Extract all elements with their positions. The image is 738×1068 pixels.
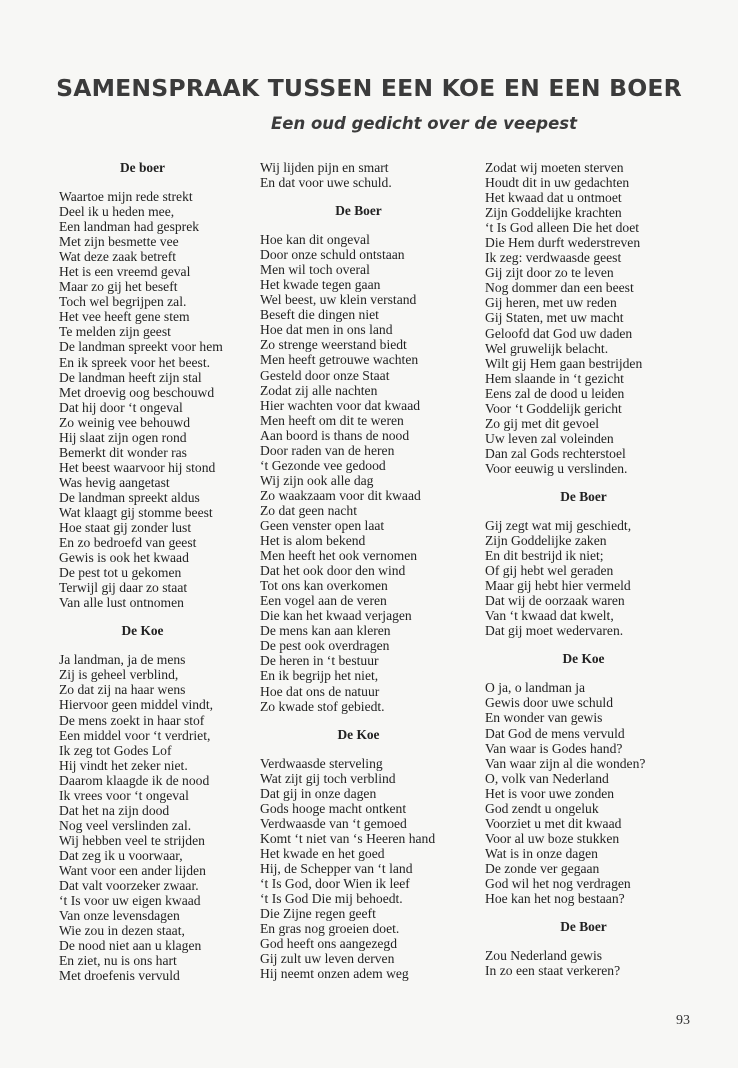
poem-line: Hoe kan het nog bestaan? (485, 891, 625, 907)
poem-line: De mens zoekt in haar stof (59, 712, 205, 728)
poem-line: Voor eeuwig u verslinden. (485, 460, 628, 476)
poem-line: Gij zult uw leven derven (260, 951, 395, 967)
poem-line: Wij zijn ook alle dag (260, 472, 374, 488)
poem-line: De heren in ‘t bestuur (260, 653, 379, 669)
poem-line: ‘t Is God alleen Die het doet (485, 220, 640, 236)
poem-line: Zo waakzaam voor dit kwaad (260, 487, 421, 503)
poem-line: Zo strenge weerstand biedt (260, 337, 407, 353)
stanza (260, 160, 475, 190)
poem-line: Was hevig aangetast (59, 474, 170, 490)
poem-line: Zo kwade stof gebiedt. (260, 698, 385, 714)
poem-line: Wat klaagt gij stomme beest (59, 504, 213, 520)
poem-line: Wel beest, uw klein verstand (260, 292, 417, 308)
poem-line: De landman spreekt voor hem (59, 339, 223, 355)
poem-line: Gij Staten, met uw macht (485, 310, 624, 326)
poem-line: Nog veel verslinden zal. (59, 817, 192, 833)
poem-line: Houdt dit in uw gedachten (485, 175, 630, 191)
stanza (260, 232, 475, 714)
poem-line: Een landman had gesprek (59, 219, 200, 235)
stanza (485, 680, 700, 906)
poem-line: Voor al uw boze stukken (485, 830, 620, 846)
poem-line: Het kwade tegen gaan (260, 277, 381, 293)
poem-line: Dat hij door ‘t ongeval (59, 399, 183, 415)
poem-line: Gij zegt wat mij geschiedt, (485, 517, 632, 533)
poem-line: Het beest waarvoor hij stond (59, 459, 216, 475)
poem-line: Wij hebben veel te strijden (59, 832, 205, 848)
poem-line: De mens kan aan kleren (260, 623, 391, 639)
poem-line: O, volk van Nederland (485, 770, 609, 786)
poem-line: Deel ik u heden mee, (59, 204, 175, 220)
poem-line: Gods hooge macht ontkent (260, 800, 407, 816)
stanza (260, 756, 475, 982)
speaker-heading: De Koe (121, 623, 164, 639)
poem-line: En dat voor uwe schuld. (260, 175, 392, 191)
poem-line: Toch wel begrijpen zal. (59, 294, 187, 310)
poem-line: Terwijl gij daar zo staat (59, 580, 188, 596)
poem-line: En dit bestrijd ik niet; (485, 548, 604, 564)
poem-line: Hem slaande in ‘t gezicht (485, 370, 624, 386)
speaker-heading: De Boer (560, 488, 607, 504)
poem-line: Men heeft getrouwe wachten (260, 352, 419, 368)
poem-line: ‘t Is voor uw eigen kwaad (59, 893, 201, 909)
poem-line: Verdwaasde sterveling (260, 755, 383, 771)
poem-line: Waartoe mijn rede strekt (59, 189, 193, 204)
poem-line: Eens zal de dood u leiden (485, 385, 625, 401)
poem-line: Nog dommer dan een beest (485, 280, 634, 296)
poem-line: Tot ons kan overkomen (260, 578, 388, 594)
stanza (485, 160, 700, 476)
poem-line: Maar gij hebt hier vermeld (485, 578, 631, 594)
poem-line: Door raden van de heren (260, 442, 395, 458)
poem-line: Aan boord is thans de nood (260, 427, 410, 443)
poem-line: Hoe dat men in ons land (260, 322, 393, 338)
stanza (485, 948, 700, 978)
speaker-heading: De Boer (560, 919, 607, 935)
poem-line: Gij zijt door zo te leven (485, 265, 614, 281)
poem-line: En gras nog groeien doet. (260, 921, 400, 937)
poem-line: Met zijn besmette vee (59, 234, 179, 250)
poem-line: Te melden zijn geest (59, 324, 171, 340)
poem-line: Een middel voor ‘t verdriet, (59, 727, 211, 743)
poem-line: Gij heren, met uw reden (485, 295, 617, 311)
poem-line: Het is voor uwe zonden (485, 785, 615, 801)
text-column-2 (260, 160, 475, 981)
poem-line: Uw leven zal voleinden (485, 430, 614, 446)
poem-line: Dat gij in onze dagen (260, 785, 377, 801)
poem-line: Wat zijt gij toch verblind (260, 770, 396, 786)
poem-line: Hiervoor geen middel vindt, (59, 697, 214, 713)
poem-line: Hier wachten voor dat kwaad (260, 397, 421, 413)
poem-line: ‘t Is God, door Wien ik leef (260, 875, 410, 891)
poem-line: ‘t Gezonde vee gedood (260, 457, 386, 473)
poem-line: Zo weinig vee behouwd (59, 414, 190, 430)
poem-line: Voorziet u met dit kwaad (485, 815, 622, 831)
poem-line: Hoe dat ons de natuur (260, 683, 380, 699)
poem-line: Beseft die dingen niet (260, 307, 379, 323)
poem-line: Geloofd dat God uw daden (485, 325, 633, 341)
poem-line: Van alle lust ontnomen (59, 595, 184, 611)
poem-line: Daarom klaagde ik de nood (59, 772, 210, 788)
poem-line: Want voor een ander lijden (59, 862, 206, 878)
stanza (59, 652, 244, 983)
poem-line: Geen venster open laat (260, 517, 385, 533)
poem-subtitle: Een oud gedicht over de veepest (271, 114, 577, 133)
poem-line: Of gij hebt wel geraden (485, 563, 614, 579)
poem-line: Hoe kan dit ongeval (260, 232, 370, 248)
poem-line: Wel gruwelijk belacht. (485, 340, 609, 356)
stanza (59, 189, 244, 610)
poem-line: Zodat wij moeten sterven (485, 160, 624, 175)
poem-title: SAMENSPRAAK TUSSEN EEN KOE EN EEN BOER (56, 74, 682, 102)
poem-line: Wilt gij Hem gaan bestrijden (485, 355, 643, 371)
poem-line: Het kwade en het goed (260, 845, 385, 861)
poem-line: Voor ‘t Goddelijk gericht (485, 400, 622, 416)
poem-line: Van waar is Godes hand? (485, 740, 623, 756)
poem-line: De pest ook overdragen (260, 638, 390, 654)
poem-line: En ik begrijp het niet, (260, 668, 379, 684)
poem-line: Het vee heeft gene stem (59, 309, 190, 325)
poem-line: Ik zeg tot Godes Lof (59, 742, 172, 758)
poem-line: Ja landman, ja de mens (59, 652, 186, 668)
poem-line: Maar zo gij het beseft (59, 279, 178, 295)
poem-line: De pest tot u gekomen (59, 565, 182, 581)
poem-line: Ik zeg: verdwaasde geest (485, 250, 622, 266)
stanza (485, 518, 700, 638)
poem-line: Zijn Goddelijke zaken (485, 533, 607, 549)
poem-line: Van onze levensdagen (59, 908, 180, 924)
poem-line: Zo gij met dit gevoel (485, 415, 600, 431)
poem-line: Gesteld door onze Staat (260, 367, 390, 383)
page-number: 93 (676, 1013, 690, 1028)
poem-line: Het kwaad dat u ontmoet (485, 190, 622, 206)
poem-line: God wil het nog verdragen (485, 875, 631, 891)
poem-line: Gewis door uwe schuld (485, 695, 613, 711)
speaker-heading: De Koe (337, 726, 380, 742)
poem-line: De nood niet aan u klagen (59, 938, 202, 954)
poem-line: Zou Nederland gewis (485, 948, 603, 964)
poem-line: Dat het ook door den wind (260, 563, 406, 579)
poem-line: Ik vrees voor ‘t ongeval (59, 787, 189, 803)
text-column-3 (485, 160, 700, 978)
poem-line: Wie zou in dezen staat, (59, 923, 185, 939)
poem-line: Hoe staat gij zonder lust (59, 520, 192, 536)
poem-line: De landman heeft zijn stal (59, 369, 202, 385)
poem-line: De landman spreekt aldus (59, 489, 200, 505)
speaker-heading: De Boer (335, 203, 382, 219)
poem-line: Die Hem durft wederstreven (485, 235, 641, 251)
poem-line: Bemerkt dit wonder ras (59, 444, 187, 460)
poem-line: In zo een staat verkeren? (485, 963, 621, 979)
poem-line: Wij lijden pijn en smart (260, 160, 389, 175)
poem-line: God heeft ons aangezegd (260, 936, 398, 952)
poem-line: Zo dat zij na haar wens (59, 682, 186, 698)
poem-line: God zendt u ongeluk (485, 800, 599, 816)
poem-line: Hij vindt het zeker niet. (59, 757, 188, 773)
poem-line: Dat God de mens vervuld (485, 725, 625, 741)
poem-line: Met droevig oog beschouwd (59, 384, 215, 400)
poem-line: Zij is geheel verblind, (59, 667, 179, 683)
poem-line: Dat het na zijn dood (59, 802, 170, 818)
poem-line: Het is alom bekend (260, 533, 366, 549)
poem-line: Dat zeg ik u voorwaar, (59, 847, 183, 863)
poem-line: Die kan het kwaad verjagen (260, 608, 412, 624)
poem-line: Met droefenis vervuld (59, 968, 180, 984)
poem-line: Dat wij de oorzaak waren (485, 593, 625, 609)
poem-line: En ik spreek voor het beest. (59, 354, 210, 370)
poem-line: En zo bedroefd van geest (59, 535, 197, 551)
poem-line: En wonder van gewis (485, 710, 603, 726)
poem-line: Zodat zij alle nachten (260, 382, 378, 398)
poem-line: O ja, o landman ja (485, 680, 586, 696)
poem-line: Van waar zijn al die wonden? (485, 755, 646, 771)
poem-line: Het is een vreemd geval (59, 264, 191, 280)
poem-line: De zonde ver gegaan (485, 860, 600, 876)
poem-line: Van ‘t kwaad dat kwelt, (485, 608, 614, 624)
poem-line: Verdwaasde van ‘t gemoed (260, 815, 407, 831)
poem-line: Wat is in onze dagen (485, 845, 598, 861)
poem-line: Hij slaat zijn ogen rond (59, 429, 187, 445)
poem-line: Men wil toch overal (260, 262, 370, 278)
poem-line: Zo dat geen nacht (260, 502, 358, 518)
poem-line: Men heeft het ook vernomen (260, 548, 418, 564)
poem-line: Hij, de Schepper van ‘t land (260, 860, 413, 876)
poem-line: Gewis is ook het kwaad (59, 550, 189, 566)
poem-line: Hij neemt onzen adem weg (260, 966, 409, 982)
poem-line: Die Zijne regen geeft (260, 906, 376, 922)
poem-line: Een vogel aan de veren (260, 593, 387, 609)
poem-line: Komt ‘t niet van ‘s Heeren hand (260, 830, 436, 846)
poem-line: Men heeft om dit te weren (260, 412, 404, 428)
poem-line: Zijn Goddelijke krachten (485, 205, 622, 221)
poem-line: Dat valt voorzeker zwaar. (59, 878, 199, 894)
poem-line: Dat gij moet wedervaren. (485, 623, 624, 639)
text-column-1 (59, 160, 244, 983)
poem-line: ‘t Is God Die mij behoedt. (260, 891, 403, 907)
poem-line: Wat deze zaak betreft (59, 249, 177, 265)
poem-line: Dan zal Gods rechterstoel (485, 445, 626, 461)
poem-line: En ziet, nu is ons hart (59, 953, 177, 969)
poem-line: Door onze schuld ontstaan (260, 247, 405, 263)
speaker-heading: De Koe (562, 651, 605, 667)
speaker-heading: De boer (120, 160, 165, 175)
